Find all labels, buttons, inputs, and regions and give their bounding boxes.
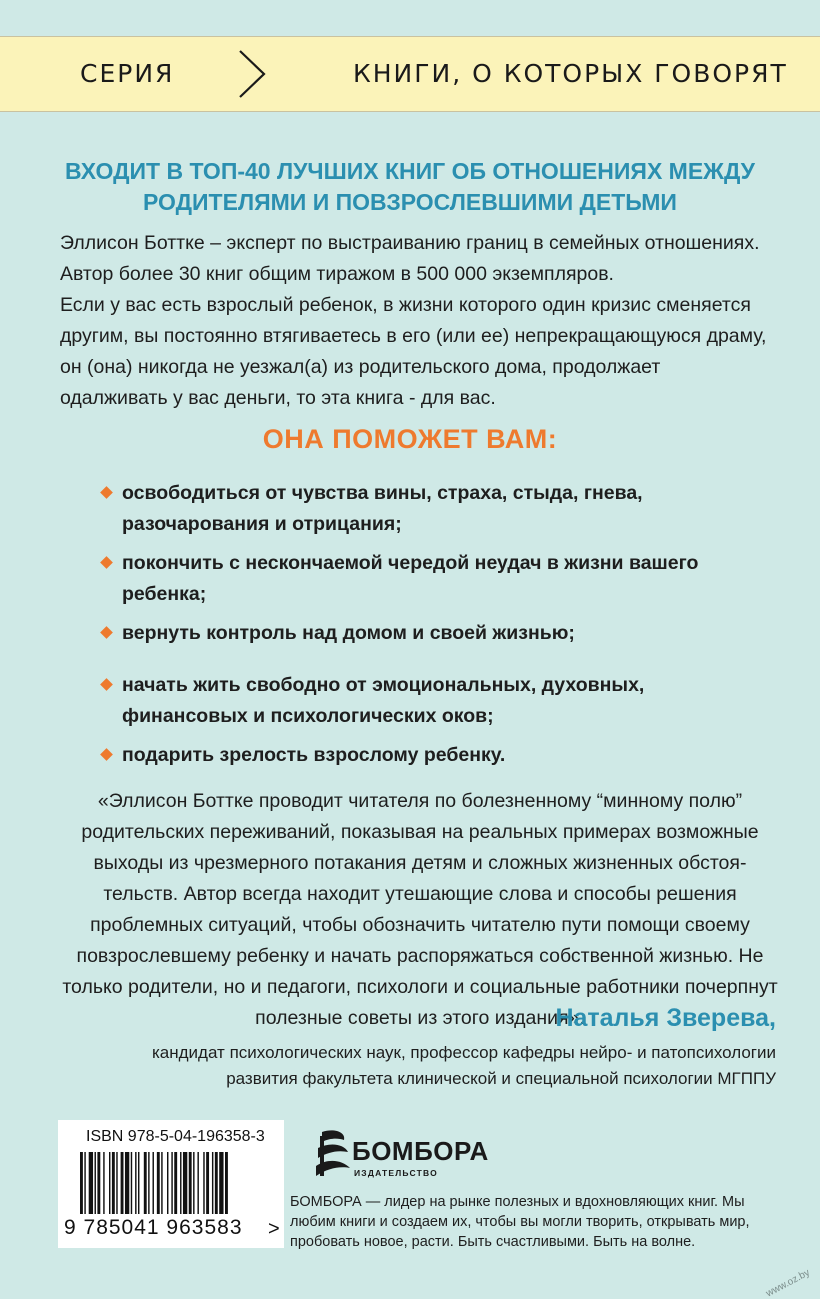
barcode-bar (203, 1152, 204, 1214)
publisher-name: БОМБОРА (352, 1136, 489, 1166)
series-name: КНИГИ, О КОТОРЫХ ГОВОРЯТ (353, 59, 788, 88)
diamond-bullet-icon (100, 486, 113, 499)
barcode-quiet-zone-marker: > (268, 1218, 280, 1240)
author-title-line-1: кандидат психологических наук, профессор кафедры нейро- и патопсихологии (151, 1043, 776, 1062)
barcode-bar (153, 1152, 154, 1214)
intro-paragraph-author: Эллисон Боттке – эксперт по выстраиванию границ в семейных отношениях. Автор более 30 книг общим тиражом в 500 000 экземпляров. (60, 232, 760, 285)
barcode-bar (135, 1152, 136, 1214)
publisher-description: БОМБОРА — лидер на рынке полезных и вдохновляющих книг. Мы любим книги и создаем их, чтобы вы могли творить, открывать мир, пробовать новое, расти. Быть счастливыми. Быть на волне. (290, 1194, 750, 1250)
diamond-bullet-icon (100, 626, 113, 639)
barcode-bar (84, 1152, 85, 1214)
series-label: СЕРИЯ (80, 59, 175, 88)
barcode-bar (215, 1152, 218, 1214)
review-quote: «Эллисон Боттке проводит читателя по болезненному “минному полю” родительских переживаний, показывая на реальных примерах возможные выходы из чрезмерного потакания детям и сложных жизненных обстоя-тельств. Автор всегда находит утешающие слова и способы решения проблемных ситуаций, чтобы обозначить читателю пути помощи своему повзрослевшему ребенку и начать распоряжаться собственной жизнью. Не только родители, но и педагоги, психологи и социальные работники почерпнут полезные советы из этого издания». (62, 790, 778, 1029)
barcode-bar (109, 1152, 110, 1214)
list-item (100, 478, 762, 540)
barcode-bar (219, 1152, 223, 1214)
barcode-bar (197, 1152, 198, 1214)
list-item-text: покончить с нескончаемой чередой неудач в жизни вашего ребенка; (122, 552, 699, 605)
barcode-bar (157, 1152, 160, 1214)
series-banner (0, 36, 820, 112)
barcode-bar (97, 1152, 100, 1214)
bombora-logo-icon (314, 1126, 352, 1180)
barcode-bar (80, 1152, 83, 1214)
barcode-bar (138, 1152, 139, 1214)
diamond-bullet-icon (100, 556, 113, 569)
list-item (100, 548, 762, 610)
list-item (100, 740, 762, 771)
intro-paragraph-audience: Если у вас есть взрослый ребенок, в жизни которого один кризис сменяется другим, вы постоянно втягиваетесь в его (или ее) непрекращающуюся драму, он (она) никогда не уезжал(а) из родительского дома, продолжает одалживать у вас деньги, то эта книга - для вас. (60, 294, 767, 409)
barcode-bars (80, 1152, 268, 1214)
barcode-bar (148, 1152, 149, 1214)
barcode-bar (171, 1152, 172, 1214)
barcode-bar (167, 1152, 168, 1214)
quote-author-name: Наталья Зверева, (555, 1004, 776, 1032)
barcode-bar (144, 1152, 147, 1214)
helps-title: ОНА ПОМОЖЕТ ВАМ: (262, 424, 558, 454)
list-item-text: вернуть контроль над домом и своей жизнью; (122, 622, 575, 644)
barcode-bar (174, 1152, 177, 1214)
list-item-text: подарить зрелость взрослому ребенку. (122, 744, 506, 766)
barcode-bar (206, 1152, 209, 1214)
list-item-text: начать жить свободно от эмоциональных, духовных, финансовых и психологических оков; (122, 674, 645, 727)
barcode-bar (161, 1152, 162, 1214)
list-item-text: освободиться от чувства вины, страха, стыда, гнева, разочарования и отрицания; (122, 482, 643, 535)
barcode-bar (103, 1152, 104, 1214)
barcode-bar (89, 1152, 93, 1214)
barcode-bar (180, 1152, 181, 1214)
headline-line-1: ВХОДИТ В ТОП-40 ЛУЧШИХ КНИГ ОБ ОТНОШЕНИЯХ МЕЖДУ (65, 158, 755, 184)
barcode-bar (121, 1152, 124, 1214)
diamond-bullet-icon (100, 748, 113, 761)
list-item (100, 618, 762, 649)
barcode-bar (116, 1152, 117, 1214)
publisher-subtitle: ИЗДАТЕЛЬСТВО (354, 1168, 438, 1178)
barcode-bar (225, 1152, 228, 1214)
barcode-bar (112, 1152, 115, 1214)
barcode-bar (189, 1152, 192, 1214)
headline (40, 156, 780, 218)
barcode-bar (193, 1152, 194, 1214)
quote-author-title (36, 1040, 776, 1092)
list-item (100, 670, 762, 732)
author-title-line-2: развития факультета клинической и специальной психологии МГППУ (226, 1069, 776, 1088)
headline-line-2: РОДИТЕЛЯМИ И ПОВЗРОСЛЕВШИМИ ДЕТЬМИ (143, 189, 677, 215)
barcode-bar (212, 1152, 213, 1214)
barcode-digits: 9 785041 963583 (64, 1216, 243, 1239)
diamond-bullet-icon (100, 678, 113, 691)
barcode (58, 1120, 284, 1248)
barcode-bar (125, 1152, 129, 1214)
barcode-bar (95, 1152, 96, 1214)
isbn-number: ISBN 978-5-04-196358-3 (86, 1128, 265, 1145)
barcode-bar (183, 1152, 187, 1214)
watermark: www.oz.by (764, 1267, 812, 1299)
chevron-right-icon (236, 47, 270, 101)
barcode-bar (131, 1152, 132, 1214)
